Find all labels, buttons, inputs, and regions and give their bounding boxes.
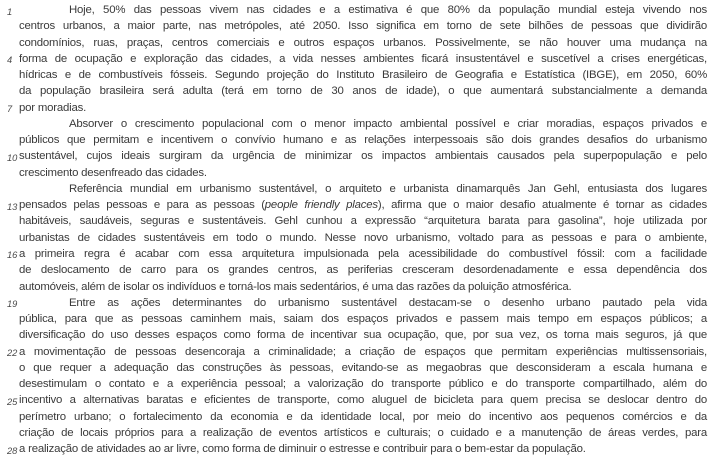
text-line <box>19 18 707 34</box>
line-text: automóveis, além de isolar os indivíduos e torná-los mais sedentários, é uma das razões da poluição atmosférica. <box>19 280 572 293</box>
line-text: hídricas e de combustíveis fósseis. Segundo projeção do Instituto Brasileiro de Geografia e Estatística (IBGE), em 2050, 60% <box>19 69 707 82</box>
text-line <box>19 83 707 99</box>
line-text: Entre as ações determinantes do urbanismo sustentável destacam-se o desenho urbano pautado pela vida <box>69 296 707 309</box>
line-number: 10 <box>7 152 18 163</box>
line-text: da população brasileira será adulta (terá em torno de 30 anos de idade), o que aumentará substancialmente a demanda <box>19 85 707 98</box>
line-text: pública, para que as pessoas caminhem mais, saiam dos espaços privados e passem mais tempo em espaços públicos; a <box>19 313 707 326</box>
line-text: a movimentação de pessoas desencoraja a criminalidade; a criação de espaços que permitam experiências multissensoriais, <box>19 345 707 358</box>
reading-passage <box>7 0 707 457</box>
text-line <box>19 311 707 327</box>
line-text: crescimento desenfreado das cidades. <box>19 166 207 179</box>
line-number: 7 <box>7 104 13 115</box>
line-text: o que requer a adequação das construções às pessoas, evitando-se as megaobras que desconsideram a escala humana e <box>19 361 707 374</box>
text-line <box>19 230 707 246</box>
text-line <box>19 181 707 197</box>
text-line <box>19 279 707 295</box>
text-line <box>19 213 707 229</box>
line-text: condomínios, ruas, praças, centros comerciais e outros espaços urbanos. Possivelmente, se não houver uma mudança na <box>19 36 707 49</box>
text-line <box>19 409 707 425</box>
text-line <box>19 67 707 83</box>
line-number: 1 <box>7 6 13 17</box>
text-line <box>7 441 707 457</box>
line-text: a primeira regra é acabar com essa arquitetura impulsionada pela acessibilidade do combustível fóssil: com a facilidade <box>19 247 707 260</box>
line-number: 28 <box>7 445 18 456</box>
line-number: 4 <box>7 55 13 66</box>
line-text: forma de ocupação e exploração das cidades, a vida nesses ambientes ficará insustentável e suscetível a crises energéticas, <box>19 52 707 65</box>
line-text: habitáveis, saudáveis, seguras e sustentáveis. Gehl cunhou a expressão “arquitetura barata para gasolina”, hoje utilizada por <box>19 215 707 228</box>
line-text: Absorver o crescimento populacional com o menor impacto ambiental possível e criar moradias, espaços privados e <box>69 117 707 130</box>
text-line <box>19 360 707 376</box>
line-text: a realização de atividades ao ar livre, como forma de diminuir o estresse e contribuir para o bem-estar da população. <box>19 443 586 456</box>
text-line <box>7 246 707 262</box>
text-line <box>19 262 707 278</box>
text-line <box>19 132 707 148</box>
line-text <box>19 199 707 211</box>
text-line <box>19 327 707 343</box>
line-text: Hoje, 50% das pessoas vivem nas cidades e a estimativa é que 80% da população mundial esteja vivendo nos <box>69 4 707 16</box>
text-line <box>19 35 707 51</box>
line-number: 16 <box>7 250 18 261</box>
line-text: de deslocamento de carro para os grandes centros, as periferias cresceram desordenadamente e essa dependência dos <box>19 264 707 277</box>
text-line <box>7 197 707 213</box>
text-line <box>19 376 707 392</box>
text-line <box>7 2 707 18</box>
line-text: urbanistas de cidades sustentáveis em todo o mundo. Nesse novo urbanismo, voltado para as pessoas e para o ambiente, <box>19 231 707 244</box>
line-text: desestimulam o contato e a experiência pessoal; a valorização do transporte público e do transporte compartilhado, além do <box>19 378 707 391</box>
line-text-segment: ), afirma que o maior desafio atualmente é tornar as cidades <box>377 199 707 212</box>
line-text: sustentável, cujos ideais surgiram da urgência de minimizar os impactos ambientais causados pela superpopulação e pelo <box>19 150 707 163</box>
line-text-segment: pensados pelas pessoas e para as pessoas ( <box>19 199 265 212</box>
line-text: criação de locais próprios para a realização de eventos artísticos e culturais; o cuidado e a manutenção de áreas verdes, para <box>19 426 707 439</box>
text-line <box>19 425 707 441</box>
text-line <box>7 51 707 67</box>
line-text: públicos que permitam e incentivem o convívio humano e as relações interpessoais são dois grandes desafios do urbanismo <box>19 134 707 147</box>
italic-phrase: people friendly places <box>264 199 378 212</box>
text-line <box>19 116 707 132</box>
text-line <box>7 100 707 116</box>
line-text: incentivo a alternativas baratas e eficientes de transporte, como aluguel de bicicleta para quem precisa se deslocar dentro do <box>19 394 707 407</box>
line-number: 22 <box>7 348 18 359</box>
line-number: 25 <box>7 396 18 407</box>
text-line <box>7 148 707 164</box>
text-line <box>7 344 707 360</box>
line-text: centros urbanos, a maior parte, nas metrópoles, até 2050. Isso significa em torno de sete bilhões de pessoas que dividirão <box>19 20 707 33</box>
text-line <box>19 165 707 181</box>
text-line <box>7 295 707 311</box>
text-line <box>7 392 707 408</box>
line-text: por moradias. <box>19 101 87 114</box>
line-text: diversificação do uso desses espaços como forma de incentivar sua ocupação, que, por sua vez, os torna mais seguros, já que <box>19 329 707 342</box>
line-text: perímetro urbano; o fortalecimento da economia e da identidade local, por meio do incentivo aos pequenos comércios e da <box>19 410 707 423</box>
line-number: 19 <box>7 299 18 310</box>
line-number: 13 <box>7 201 18 212</box>
line-text: Referência mundial em urbanismo sustentável, o arquiteto e urbanista dinamarquês Jan Gehl, entusiasta dos lugares <box>69 182 707 195</box>
